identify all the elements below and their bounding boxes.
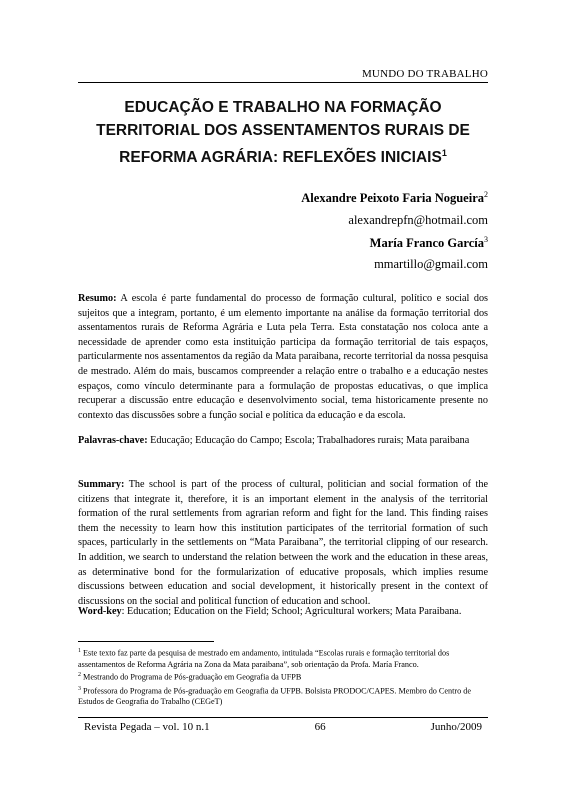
summary-label: Summary: xyxy=(78,479,125,490)
footnotes xyxy=(78,646,488,708)
footnote-3: $^3$ Professora do Programa de Pós-graduação em Geografia da UFPB. Bolsista PRODOC/CAPES. Membro do Centro de Estudos de Geografia do Trabalho (CEGeT) xyxy=(78,685,471,707)
footnote-1: $^1$ Este texto faz parte da pesquisa de mestrado em andamento, intitulada “Escolas rurais e formação territorial dos assentamentos de Reforma Agrária na Zona da Mata paraibana”, sob orientação da Profa. María Franco. xyxy=(78,648,450,669)
section-label: MUNDO DO TRABALHO xyxy=(361,68,488,80)
palavras-label: Palavras-chave: xyxy=(78,435,148,446)
author-1 xyxy=(301,190,488,206)
author-2 xyxy=(370,235,488,251)
author-1-name: Alexandre Peixoto Faria Nogueira$^2$ xyxy=(301,190,488,206)
wordkey-label: Word-key xyxy=(78,606,122,617)
keywords-en xyxy=(78,605,488,620)
abstract-en xyxy=(78,478,488,609)
resumo-text: A escola é parte fundamental do processo de formação cultural, político e social dos sujeitos que a integram, portanto, é um elemento importante na análise da formação territorial dos assentamentos rurais de Reforma Agrária e Luta pela Terra. Esta constatação nos coloca ante a necessidade de aprender como esta instituição participa da formação territorial de tais espaços, particularmente nos assentamentos da região da Mata paraibana, recorte territorial da nossa pesquisa de mestrado. Além do mais, buscamos compreender a relação entre o trabalho e a educação nestes espaços, como vínculo determinante para a formulação de propostas educativas, o que implica recuperar a discussão entre educação e desenvolvimento social, tema historicamente presente no contexto das discussões sobre a função social e política da educação e da escola. xyxy=(78,293,489,421)
palavras-text: Educação; Educação do Campo; Escola; Trabalhadores rurais; Mata paraibana xyxy=(150,435,470,446)
footer-journal: Revista Pegada – vol. 10 n.1 xyxy=(84,721,210,733)
footnote-2: $^2$ Mestrando do Programa de Pós-graduação em Geografia da UFPB xyxy=(78,672,302,683)
resumo-label: Resumo: xyxy=(78,293,117,304)
author-1-email: alexandrepfn@hotmail.com xyxy=(348,213,488,227)
article-title xyxy=(78,96,488,169)
footer-date: Junho/2009 xyxy=(430,721,482,733)
author-2-name: María Franco García$^3$ xyxy=(369,235,488,251)
keywords-pt xyxy=(78,434,488,449)
footnote-rule xyxy=(78,641,214,642)
header-rule xyxy=(78,82,488,83)
summary-text: The school is part of the process of cultural, politician and social formation of the citizens that integrate it, therefore, it is an important element in the analysis of the territorial formation of the rural settlements from agrarian reform and fight for the land. This finding raises them the necessity to learn how this institution participates of the territorial formation of such spaces, particularly in the settlements on “Mata Paraibana”, the territorial clipping of our research. In addition, we search to understand the relation between the work and the education in these areas, as determinative bond for the formularization of educative proposals, which implies resume discussions between education and social development, it historically present in the context of discussions on the social and political function of education and school. xyxy=(78,479,488,607)
footer-page-number: 66 xyxy=(314,721,326,733)
article-title-text: EDUCAÇÃO E TRABALHO NA FORMAÇÃO TERRITORIAL DOS ASSENTAMENTOS RURAIS DE REFORMA AGRÁRIA: REFLEXÕES INICIAIS xyxy=(96,99,470,167)
author-2-email: mmartillo@gmail.com xyxy=(374,257,488,271)
footer-rule xyxy=(78,717,488,718)
title-footnote-mark: 1 xyxy=(441,148,447,158)
wordkey-text: : Education; Education on the Field; School; Agricultural workers; Mata Paraibana. xyxy=(121,606,462,617)
abstract-pt xyxy=(78,292,488,423)
page-footer xyxy=(84,721,482,733)
